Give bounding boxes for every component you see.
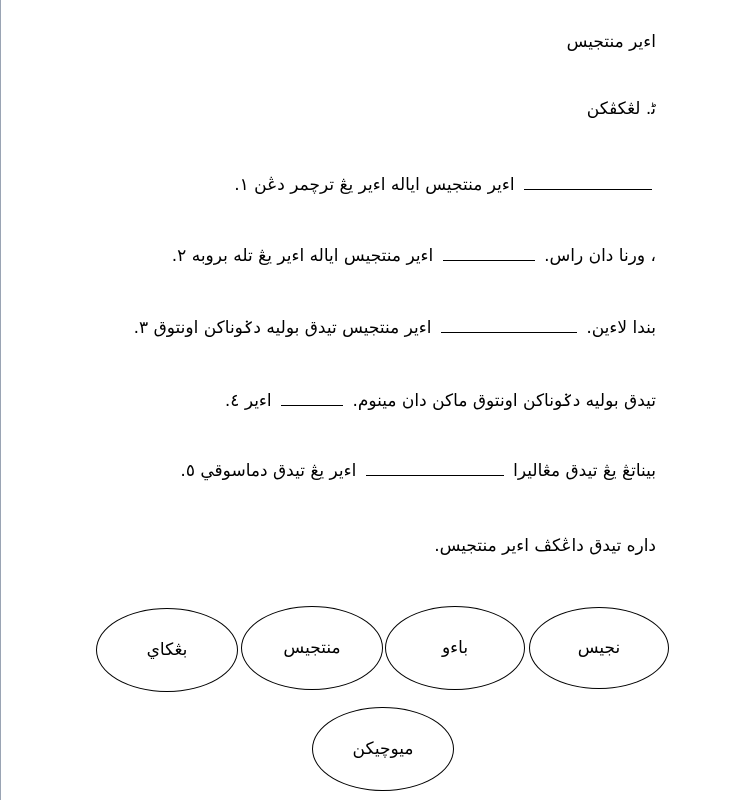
word-bank-option-2[interactable] bbox=[385, 606, 525, 690]
word-bank-option-3[interactable] bbox=[241, 606, 383, 690]
word-bank-label: نجيس bbox=[577, 638, 621, 658]
question-2 bbox=[172, 244, 656, 268]
question-text-end: تيدق بوليه دݢوناکن اونتوق ماکن دان مينوم. bbox=[352, 391, 656, 411]
answer-blank[interactable] bbox=[524, 177, 652, 190]
question-text: اءير منتجيس اياله اءير يڠ ترچمر دڠن bbox=[254, 175, 515, 195]
word-bank-label: باءو bbox=[441, 638, 469, 658]
question-number: ١. bbox=[234, 175, 249, 195]
question-number: ٤. bbox=[224, 391, 240, 411]
word-bank-label: منتجيس bbox=[283, 638, 341, 658]
instruction-text: داره تيدق داڠکڤ اءير منتجيس. bbox=[434, 536, 656, 556]
question-text: اءير منتجيس اياله اءير يڠ تله بروبه bbox=[191, 246, 434, 266]
question-3 bbox=[134, 316, 656, 340]
answer-blank[interactable] bbox=[281, 393, 343, 406]
word-bank-option-4[interactable] bbox=[96, 608, 238, 692]
page-left-border bbox=[0, 0, 1, 800]
question-1 bbox=[234, 173, 656, 197]
section-heading: ﮢ. لڠكڤكن bbox=[586, 99, 656, 119]
question-4 bbox=[225, 389, 656, 413]
word-bank-option-1[interactable] bbox=[529, 607, 669, 689]
question-text-end: بندا لاءين. bbox=[586, 318, 656, 338]
question-text-end: ، ورنا دان راس. bbox=[544, 246, 656, 266]
worksheet-title: اءير منتجيس bbox=[566, 32, 656, 52]
question-number: ٥. bbox=[180, 461, 195, 481]
answer-blank[interactable] bbox=[441, 320, 577, 333]
question-text: اءير bbox=[244, 391, 272, 411]
question-text: اءير يڠ تيدق دماسوقي bbox=[200, 461, 357, 481]
answer-blank[interactable] bbox=[366, 463, 504, 476]
question-text-end: بيناتڠ يڠ تيدق مڠاليرا bbox=[513, 461, 656, 481]
word-bank-label: ميوچيکن bbox=[352, 739, 414, 759]
question-text: اءير منتجيس تيدق بوليه دݢوناکن اونتوق bbox=[153, 318, 432, 338]
word-bank-option-5[interactable] bbox=[312, 707, 454, 791]
question-number: ٣. bbox=[133, 318, 149, 338]
answer-blank[interactable] bbox=[443, 248, 535, 261]
question-5 bbox=[180, 459, 656, 483]
question-number: ٢. bbox=[171, 246, 187, 266]
word-bank-label: بڠکاي bbox=[146, 640, 188, 660]
